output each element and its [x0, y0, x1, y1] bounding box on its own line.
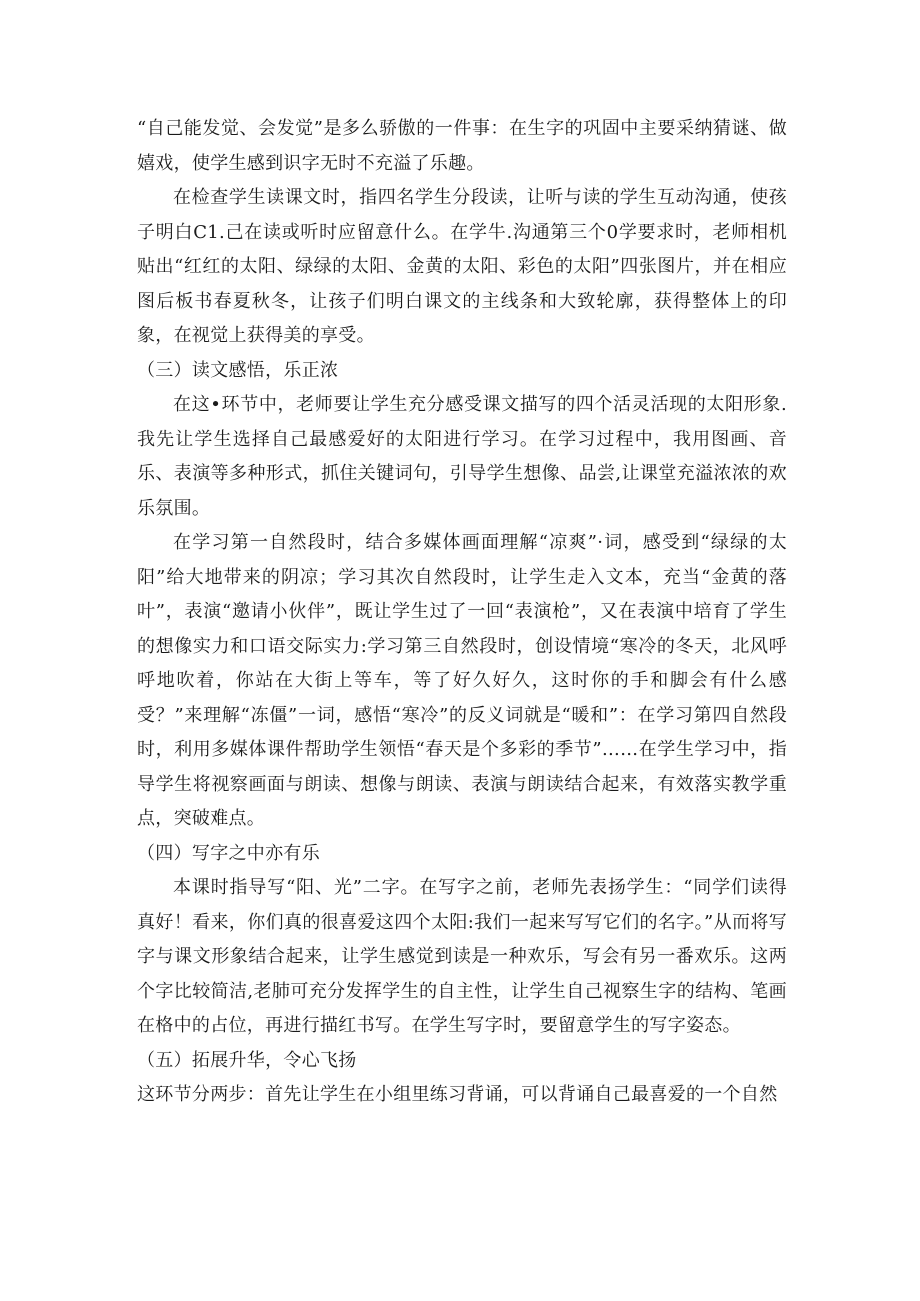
- paragraph-reading-feel: 在这•环节中，老师要让学生充分感受课文描写的四个活灵活现的太阳形象.我先让学生选择自己最感爱好的太阳进行学习。在学习过程中，我用图画、音乐、表演等多种形式，抓住关键词句，引导学生想像、品尝,让课堂充溢浓浓的欢乐氛围。: [137, 394, 787, 519]
- paragraph-natural-sections: 在学习第一自然段时，结合多媒体画面理解“凉爽”·词，感受到“绿绿的太阳”给大地带来的阴凉；学习其次自然段时，让学生走入文本，充当“金黄的落叶”，表演“邀请小伙伴”，既让学生过了一回“表演枪”，又在表演中培育了学生的想像实力和口语交际实力:学习第三自然段时，创设情境“寒冷的冬天，北风呼呼地吹着，你站在大街上等车，等了好久好久，这时你的手和脚会有什么感受？”来理解“冻僵”一词，感悟“寒冷”的反义词就是“暖和”：在学习第四自然段时，利用多媒体课件帮助学生领悟“春天是个多彩的季节”……在学生学习中，指导学生将视察画面与朗读、想像与朗读、表演与朗读结合起来，有效落实教学重点，突破难点。: [137, 532, 787, 829]
- section-heading-5: （五）拓展升华，令心飞扬: [137, 1049, 357, 1071]
- paragraph-reading-check: 在检查学生读课文时，指四名学生分段读，让听与读的学生互动沟通，使孩子明白C1.己在读或听时应留意什么。在学牛.沟通第三个0学要求时，老师相机贴出“红红的太阳、绿绿的太阳、金黄的太阳、彩色的太阳”四张图片，并在相应图后板书春夏秋冬，让孩子们明白课文的主线条和大致轮廓，获得整体上的印象，在视觉上获得美的享受。: [137, 187, 787, 346]
- paragraph-continuation: “自己能发觉、会发觉”是多么骄傲的一件事：在生字的巩固中主要采纳猜谜、做嬉戏，使学生感到识字无时不充溢了乐趣。: [137, 118, 787, 174]
- paragraph-extension: 这环节分两步：首先让学生在小组里练习背诵，可以背诵自己最喜爱的一个自然: [137, 1084, 778, 1105]
- document-body: [137, 112, 787, 1113]
- section-heading-3: （三）读文感悟，乐正浓: [137, 359, 339, 381]
- section-heading-4: （四）写字之中亦有乐: [137, 842, 320, 864]
- paragraph-writing: 本课时指导写“阳、光”二字。在写字之前，老师先表扬学生：“同学们读得真好！看来，你们真的很喜爱这四个太阳:我们一起来写写它们的名字。”从而将写字与课文形象结合起来，让学生感觉到读是一种欢乐，写会有另一番欢乐。这两个字比较简洁,老肺可充分发挥学生的自主性，让学生自己视察生字的结构、笔画在格中的占位，再进行描红书写。在学生写字时，要留意学生的写字姿态。: [137, 877, 787, 1036]
